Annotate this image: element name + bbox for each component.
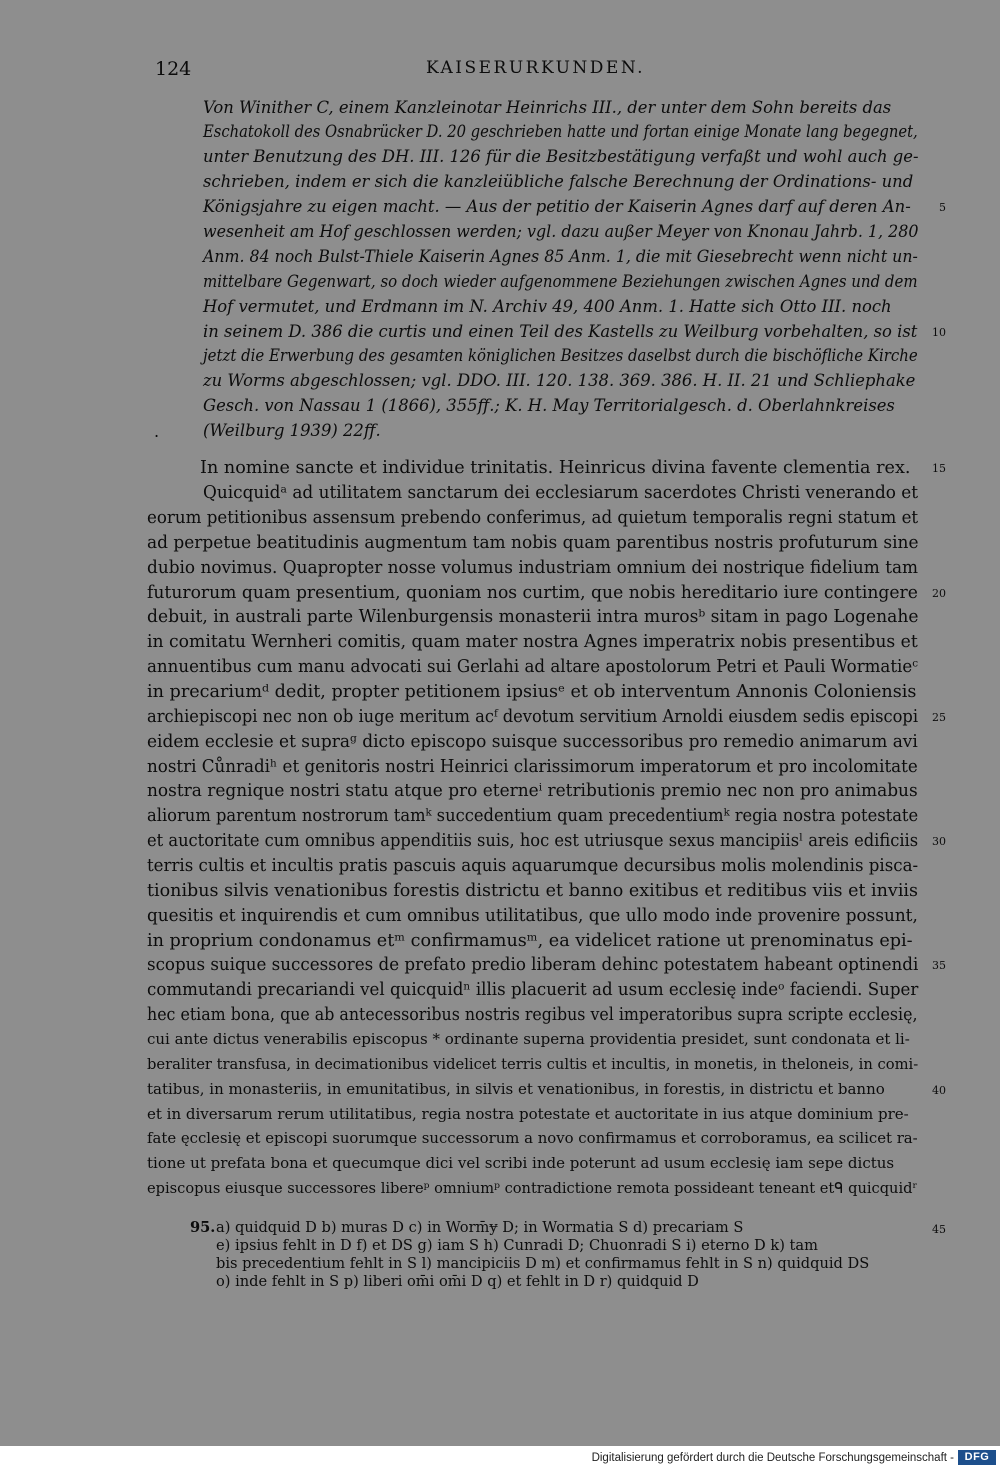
- page-header: [0, 58, 1000, 84]
- intro-line: Hof vermutet, und Erdmann im N. Archiv 49, 400 Anm. 1. Hatte sich Otto III. noch: [203, 297, 892, 316]
- charter-line: Quicquidᵃ ad utilitatem sanctarum dei ecclesiarum sacerdotes Christi venerando et: [203, 483, 919, 503]
- line-number: 25: [932, 711, 946, 724]
- charter-small-line: fate ęcclesię et episcopi suorumque successorum a novo confirmamus et corroboramus, ea scilicet ra-: [147, 1129, 918, 1147]
- charter-line: debuit, in australi parte Wilenburgensis monasterii intra murosᵇ sitam in pago Logenahe: [147, 607, 919, 627]
- running-title: KAISERURKUNDEN.: [426, 58, 646, 78]
- footer-credit: Digitalisierung gefördert durch die Deutsche Forschungsgemeinschaft -: [591, 1452, 954, 1464]
- charter-small-line: et in diversarum rerum utilitatibus, regia nostra potestate et auctoritate in ius atque dominium pre-: [147, 1105, 909, 1123]
- line-number: 30: [932, 835, 946, 848]
- intro-line: Anm. 84 noch Bulst-Thiele Kaiserin Agnes 85 Anm. 1, die mit Giesebrecht wenn nicht un-: [203, 247, 918, 266]
- intro-line: Gesch. von Nassau 1 (1866), 355ff.; K. H. May Territorialgesch. d. Oberlahnkreises: [203, 396, 895, 415]
- intro-line: schrieben, indem er sich die kanzleiübliche falsche Berechnung der Ordinations- und: [203, 172, 914, 191]
- charter-line: annuentibus cum manu advocati sui Gerlahi ad altare apostolorum Petri et Pauli Wormatieᶜ: [147, 657, 918, 677]
- dfg-logo: DFG: [958, 1450, 996, 1465]
- footnote-line: bis precedentium fehlt in S l) mancipiciis D m) et confirmamus fehlt in S n) quidquid DS: [216, 1255, 870, 1272]
- intro-line: jetzt die Erwerbung des gesamten königlichen Besitzes daselbst durch die bischöfliche Kirche: [203, 346, 918, 365]
- charter-small-line: episcopus eiusque successores libereᵖ omniumᵖ contradictione remota possideant teneant etᑫ quicquidʳ: [147, 1179, 918, 1197]
- line-number: 35: [932, 959, 946, 972]
- charter-line: hec etiam bona, que ab antecessoribus nostris regibus vel imperatoribus supra scripte ecclesię,: [147, 1005, 918, 1025]
- footnote-line: 95. a) quidquid D b) muras D c) in Worm̄ɏ D; in Wormatia S d) precariam S 45: [190, 1219, 946, 1236]
- charter-line: eorum petitionibus assensum prebendo conferimus, ad quietum temporalis regni statum et: [147, 508, 919, 528]
- charter-line: eidem ecclesie et supraᵍ dicto episcopo suisque successoribus pro remedio animarum avi: [147, 732, 918, 752]
- intro-line: zu Worms abgeschlossen; vgl. DDO. III. 120. 138. 369. 386. H. II. 21 und Schliephake: [203, 371, 916, 390]
- digitization-footer: [0, 1446, 1000, 1471]
- intro-line: wesenheit am Hof geschlossen werden; vgl. dazu außer Meyer von Knonau Jahrb. 1, 280: [203, 222, 919, 241]
- charter-line: scopus suique successores de prefato predio liberam dehinc potestatem habeant optinendi 35: [147, 955, 946, 975]
- charter-small-line: beraliter transfusa, in decimationibus videlicet terris cultis et incultis, in monetis, in theloneis, in comi-: [147, 1055, 919, 1073]
- intro-line: unter Benutzung des DH. III. 126 für die Besitzbestätigung verfaßt und wohl auch ge-: [203, 147, 919, 166]
- intro-line: Königsjahre zu eigen macht. — Aus der petitio der Kaiserin Agnes darf auf deren An- 5: [203, 197, 946, 216]
- charter-line: futurorum quam presentium, quoniam nos curtim, que nobis hereditario iure contingere 20: [147, 583, 946, 603]
- line-number: 45: [932, 1223, 946, 1236]
- charter-line: et auctoritate cum omnibus appenditiis suis, hoc est utriusque sexus mancipiisˡ areis edificiis 30: [147, 831, 946, 851]
- charter-line: tionibus silvis venationibus forestis districtu et banno exitibus et reditibus viis et inviis: [147, 881, 919, 901]
- intro-line: (Weilburg 1939) 22ff.: [203, 421, 381, 440]
- line-number: 20: [932, 587, 946, 600]
- charter-small-line: tione ut prefata bona et quecumque dici vel scribi inde poterunt ad usum ecclesię iam sepe dictus: [147, 1154, 895, 1172]
- charter-line: quesitis et inquirendis et cum omnibus utilitatibus, que ullo modo inde provenire possunt,: [147, 906, 918, 926]
- charter-line: In nomine sancte et individue trinitatis. Heinricus divina favente clementia rex. 15: [200, 458, 946, 478]
- intro-line: Eschatokoll des Osnabrücker D. 20 geschrieben hatte und fortan einige Monate lang begegnet,: [203, 122, 918, 141]
- charter-small-line: tatibus, in monasteriis, in emunitatibus, in silvis et venationibus, in forestis, in districtu et banno 40: [147, 1080, 946, 1098]
- intro-line: mittelbare Gegenwart, so doch wieder aufgenommene Beziehungen zwischen Agnes und dem: [203, 272, 918, 291]
- footnote-line: e) ipsius fehlt in D f) et DS g) iam S h) Cunradi D; Chuonradi S i) eterno D k) tam: [216, 1237, 818, 1254]
- line-number: 40: [932, 1084, 946, 1097]
- intro-line: in seinem D. 386 die curtis und einen Teil des Kastells zu Weilburg vorbehalten, so ist 10: [203, 322, 946, 341]
- margin-dot: .: [154, 422, 160, 441]
- charter-line: aliorum parentum nostrorum tamᵏ succedentium quam precedentiumᵏ regia nostra potestate: [147, 806, 919, 826]
- charter-line: dubio novimus. Quapropter nosse volumus industriam omnium dei nostrique fidelium tam: [147, 558, 919, 578]
- footnote-line: o) inde fehlt in S p) liberi om̄i om̄i D q) et fehlt in D r) quidquid D: [216, 1273, 699, 1290]
- line-number: 15: [932, 462, 946, 475]
- charter-line: archiepiscopi nec non ob iuge meritum acᶠ devotum servitium Arnoldi eiusdem sedis episcopi 25: [147, 707, 946, 727]
- charter-line: commutandi precariandi vel quicquidⁿ illis placuerit ad usum ecclesię indeᵒ faciendi. Super: [147, 980, 919, 1000]
- charter-line: in proprium condonamus etᵐ confirmamusᵐ, ea videlicet ratione ut prenominatus epi-: [147, 931, 913, 951]
- charter-line: in precariumᵈ dedit, propter petitionem ipsiusᵉ et ob interventum Annonis Coloniensis: [147, 682, 917, 702]
- charter-line: nostri Cůnradiʰ et genitoris nostri Heinrici clarissimorum imperatorum et pro incolomitate: [147, 757, 918, 777]
- page-number: 124: [155, 58, 192, 80]
- charter-line: ad perpetue beatitudinis augmentum tam nobis quam parentibus nostris profuturum sine: [147, 533, 919, 553]
- charter-line: nostra regnique nostri statu atque pro eterneⁱ retributionis premio nec non pro animabus: [147, 781, 918, 801]
- charter-line: in comitatu Wernheri comitis, quam mater nostra Agnes imperatrix nobis presentibus et: [147, 632, 918, 652]
- intro-line: Von Winither C, einem Kanzleinotar Heinrichs III., der unter dem Sohn bereits das: [203, 98, 892, 117]
- line-number: 10: [932, 326, 946, 339]
- line-number: 5: [939, 201, 946, 214]
- charter-small-line: cui ante dictus venerabilis episcopus * ordinante superna providentia presidet, sunt condonata et li-: [147, 1030, 910, 1048]
- document-number: 95.: [190, 1219, 216, 1236]
- charter-line: terris cultis et incultis pratis pascuis aquis aquarumque decursibus molis molendinis pisca-: [147, 856, 919, 876]
